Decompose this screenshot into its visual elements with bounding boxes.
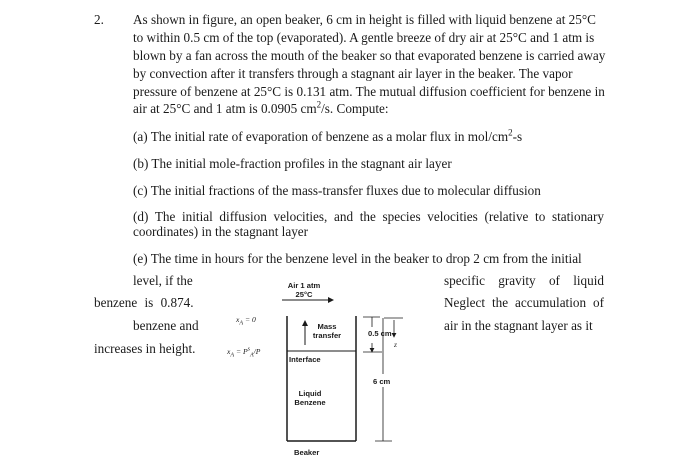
top-gap-label: 0.5 cm <box>368 329 392 338</box>
problem-number: 2. <box>94 12 104 27</box>
part-e-left-2: benzene is 0.874. <box>94 295 194 310</box>
intro-line-1: As shown in figure, an open beaker, 6 cm in height is filled with liquid benzene at 25°C <box>133 12 596 27</box>
height-label: 6 cm <box>373 377 391 386</box>
part-e-right-3: air in the stagnant layer as it <box>444 318 593 333</box>
air-label: Air 1 atm <box>287 281 321 290</box>
part-c: (c) The initial fractions of the mass-transfer fluxes due to molecular diffusion <box>133 183 541 198</box>
intro-line-3: blown by a fan across the mouth of the beaker so that evaporated benzene is carried away <box>133 48 606 63</box>
temperature-label: 25°C <box>295 290 313 299</box>
part-d-line-1: (d) The initial diffusion velocities, and the species velocities (relative to stationary <box>133 209 604 224</box>
z-axis-label: z <box>394 340 397 349</box>
mass-transfer-label: Mass transfer <box>312 322 342 340</box>
intro-line-6: air at 25°C and 1 atm is 0.0905 $cm^2/s$. Compute: <box>133 99 389 116</box>
beaker-label: Beaker <box>294 448 320 457</box>
part-e-line-1: (e) The time in hours for the benzene level in the beaker to drop 2 cm from the initial <box>133 251 582 266</box>
intro-line-4: by convection after it transfers through a stagnant air layer in the beaker. The vapor <box>133 66 573 81</box>
xa-interface-label: $x_A = P^s_A/P$ <box>227 346 261 359</box>
liquid-benzene-label: Liquid Benzene <box>294 389 326 407</box>
intro-line-2: to within 0.5 cm of the top (evaporated). A gentle breeze of dry air at 25°C and 1 atm is <box>133 30 595 45</box>
part-e-right-2: Neglect the accumulation of <box>444 295 604 310</box>
interface-label: Interface <box>289 355 321 364</box>
intro-line-5: pressure of benzene at 25°C is 0.131 atm. The mutual diffusion coefficient for benzene in <box>133 84 605 99</box>
part-a: (a) The initial rate of evaporation of benzene as a molar flux in mol/$cm^2-s$ <box>133 127 523 144</box>
part-b: (b) The initial mole-fraction profiles in the stagnant air layer <box>133 156 452 171</box>
xa-zero-label: $x_A = 0$ <box>236 315 256 327</box>
part-d-line-2: coordinates) in the stagnant layer <box>133 224 309 239</box>
part-e-right-1: specific gravity of liquid <box>444 273 604 288</box>
part-e-left-3: benzene and <box>133 318 199 333</box>
part-e-left-1: level, if the <box>133 273 193 288</box>
part-e-left-4: increases in height. <box>94 341 196 356</box>
